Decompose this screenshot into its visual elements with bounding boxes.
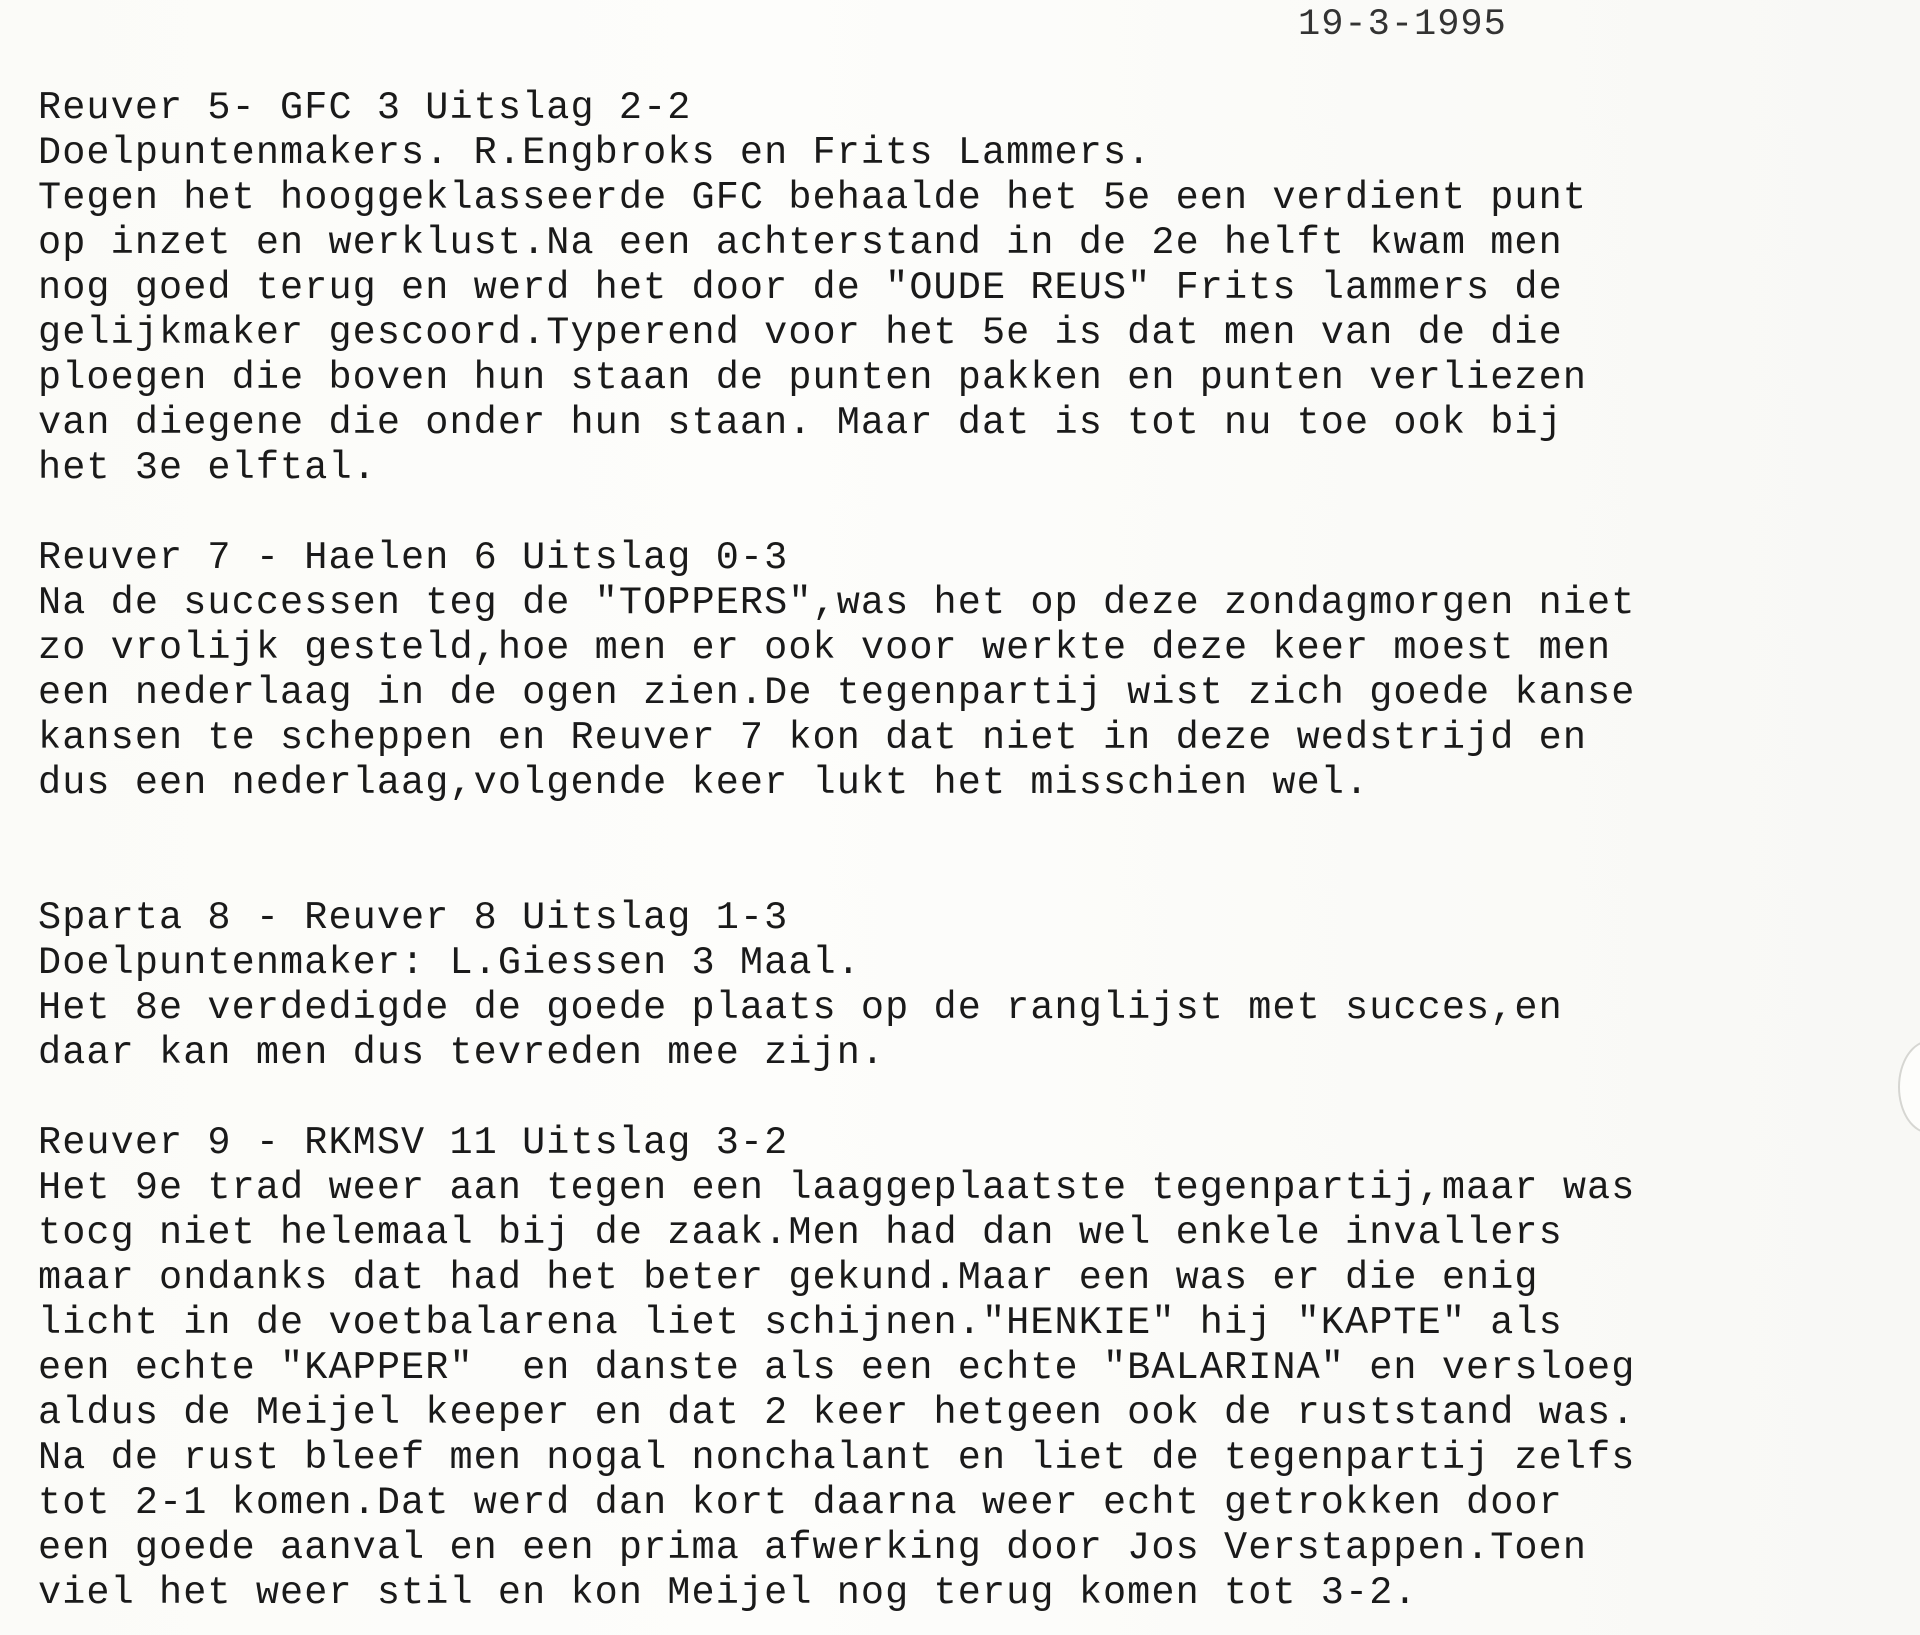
report-line: ploegen die boven hun staan de punten pakken en punten verliezen xyxy=(38,356,1588,400)
match-heading: Sparta 8 - Reuver 8 Uitslag 1-3 xyxy=(38,896,789,940)
report-line: Tegen het hooggeklasseerde GFC behaalde het 5e een verdient punt xyxy=(38,176,1588,220)
match-heading: Reuver 9 - RKMSV 11 Uitslag 3-2 xyxy=(38,1121,789,1165)
report-line: maar ondanks dat had het beter gekund.Maar een was er die enig xyxy=(38,1256,1539,1300)
report-line: Doelpuntenmakers. R.Engbroks en Frits Lammers. xyxy=(38,131,1152,175)
section-gap xyxy=(38,806,1898,896)
section-gap xyxy=(38,491,1898,536)
match-report-reuver-7 xyxy=(38,536,1898,806)
report-line: dus een nederlaag,volgende keer lukt het misschien wel. xyxy=(38,761,1370,805)
section-gap xyxy=(38,1076,1898,1121)
report-line: Na de rust bleef men nogal nonchalant en liet de tegenpartij zelfs xyxy=(38,1436,1636,1480)
report-line: tocg niet helemaal bij de zaak.Men had dan wel enkele invallers xyxy=(38,1211,1563,1255)
report-line: tot 2-1 komen.Dat werd dan kort daarna weer echt getrokken door xyxy=(38,1481,1563,1525)
report-line: zo vrolijk gesteld,hoe men er ook voor werkte deze keer moest men xyxy=(38,626,1612,670)
report-line: Na de successen teg de "TOPPERS",was het op deze zondagmorgen niet xyxy=(38,581,1636,625)
report-line: viel het weer stil en kon Meijel nog terug komen tot 3-2. xyxy=(38,1571,1418,1615)
report-line: nog goed terug en werd het door de "OUDE REUS" Frits lammers de xyxy=(38,266,1563,310)
report-line: een goede aanval en een prima afwerking door Jos Verstappen.Toen xyxy=(38,1526,1588,1570)
report-line: Het 9e trad weer aan tegen een laaggeplaatste tegenpartij,maar was xyxy=(38,1166,1636,1210)
document-date: 19-3-1995 xyxy=(1298,4,1507,46)
report-line: het 3e elftal. xyxy=(38,446,377,490)
report-line: een nederlaag in de ogen zien.De tegenpartij wist zich goede kanse xyxy=(38,671,1636,715)
report-line: Doelpuntenmaker: L.Giessen 3 Maal. xyxy=(38,941,861,985)
document-body xyxy=(38,86,1898,1616)
report-line: daar kan men dus tevreden mee zijn. xyxy=(38,1031,886,1075)
report-line: Het 8e verdedigde de goede plaats op de ranglijst met succes,en xyxy=(38,986,1563,1030)
report-line: kansen te scheppen en Reuver 7 kon dat niet in deze wedstrijd en xyxy=(38,716,1588,760)
match-report-reuver-8 xyxy=(38,896,1898,1076)
report-line: aldus de Meijel keeper en dat 2 keer hetgeen ook de ruststand was. xyxy=(38,1391,1636,1435)
match-report-reuver-5 xyxy=(38,86,1898,491)
match-heading: Reuver 5- GFC 3 Uitslag 2-2 xyxy=(38,86,692,130)
report-line: een echte "KAPPER" en danste als een echte "BALARINA" en versloeg xyxy=(38,1346,1636,1390)
report-line: op inzet en werklust.Na een achterstand in de 2e helft kwam men xyxy=(38,221,1563,265)
report-line: licht in de voetbalarena liet schijnen."HENKIE" hij "KAPTE" als xyxy=(38,1301,1563,1345)
punch-hole xyxy=(1898,1040,1920,1134)
match-report-reuver-9 xyxy=(38,1121,1898,1616)
report-line: gelijkmaker gescoord.Typerend voor het 5e is dat men van de die xyxy=(38,311,1563,355)
match-heading: Reuver 7 - Haelen 6 Uitslag 0-3 xyxy=(38,536,789,580)
report-line: van diegene die onder hun staan. Maar dat is tot nu toe ook bij xyxy=(38,401,1563,445)
